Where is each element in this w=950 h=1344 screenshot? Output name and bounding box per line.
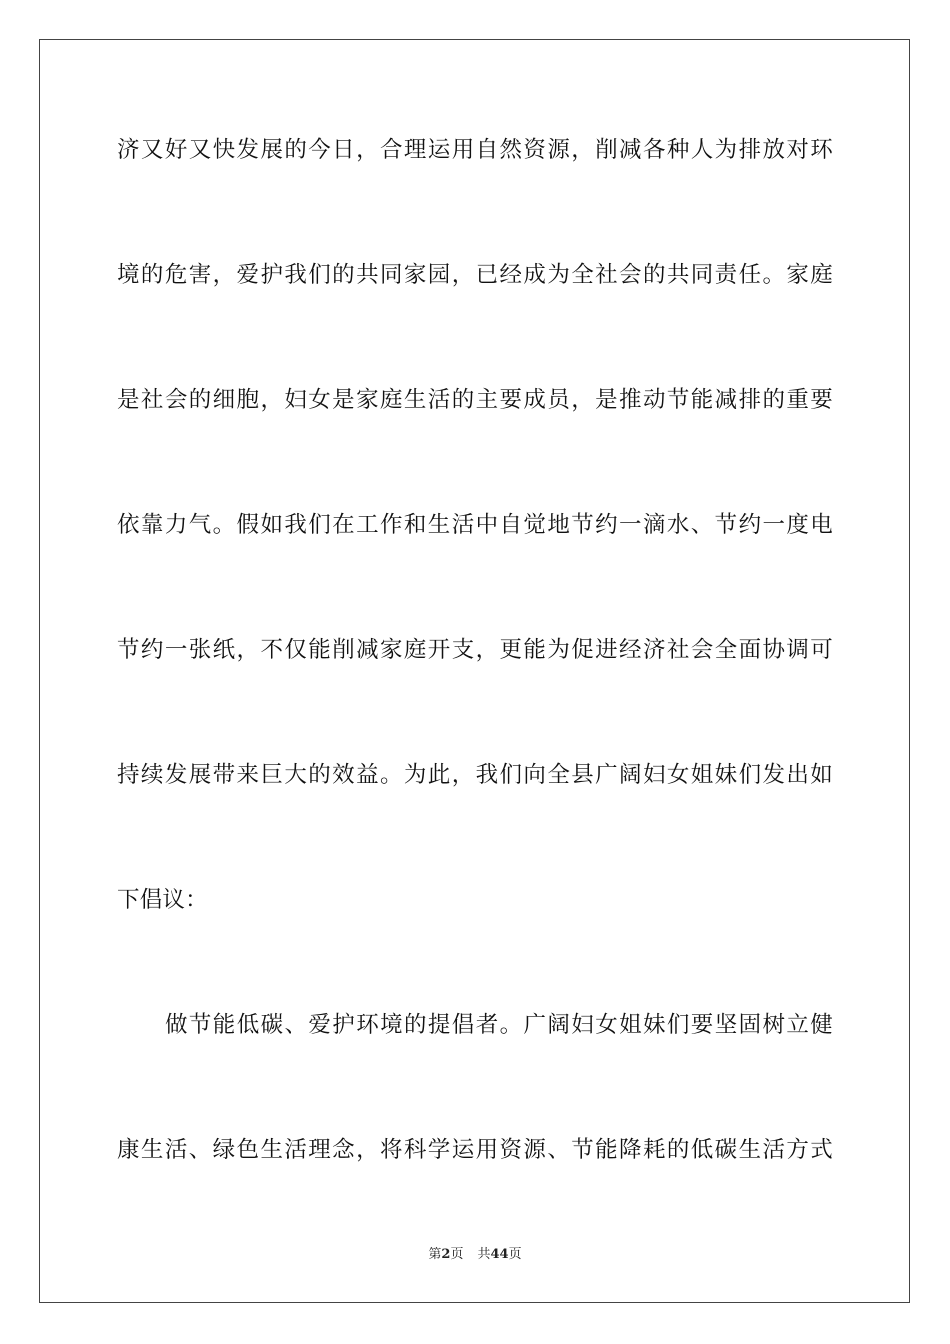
total-pages: 44 [490, 1247, 509, 1262]
page-number: 2 [441, 1247, 451, 1262]
text-line: 持续发展带来巨大的效益。为此，我们向全县广阔妇女姐妹们发出如 [117, 762, 833, 788]
text-line: 康生活、绿色生活理念，将科学运用资源、节能降耗的低碳生活方式 [117, 1137, 833, 1163]
text-line: 依靠力气。假如我们在工作和生活中自觉地节约一滴水、节约一度电 [117, 512, 833, 538]
text-line: 是社会的细胞，妇女是家庭生活的主要成员，是推动节能减排的重要 [117, 387, 833, 413]
page-border [39, 39, 910, 1303]
total-prefix: 共 [477, 1247, 491, 1262]
text-line: 济又好又快发展的今日，合理运用自然资源，削减各种人为排放对环 [117, 137, 833, 163]
text-line: 境的危害，爱护我们的共同家园，已经成为全社会的共同责任。家庭 [117, 262, 833, 288]
text-line: 节约一张纸，不仅能削减家庭开支，更能为促进经济社会全面协调可 [117, 637, 833, 663]
page-prefix: 第 [428, 1247, 442, 1262]
page-suffix: 页 [450, 1247, 464, 1262]
text-line: 做节能低碳、爱护环境的提倡者。广阔妇女姐妹们要坚固树立健 [165, 1012, 833, 1038]
page-footer [0, 1246, 950, 1264]
text-line: 下倡议： [117, 887, 208, 913]
total-suffix: 页 [508, 1247, 522, 1262]
